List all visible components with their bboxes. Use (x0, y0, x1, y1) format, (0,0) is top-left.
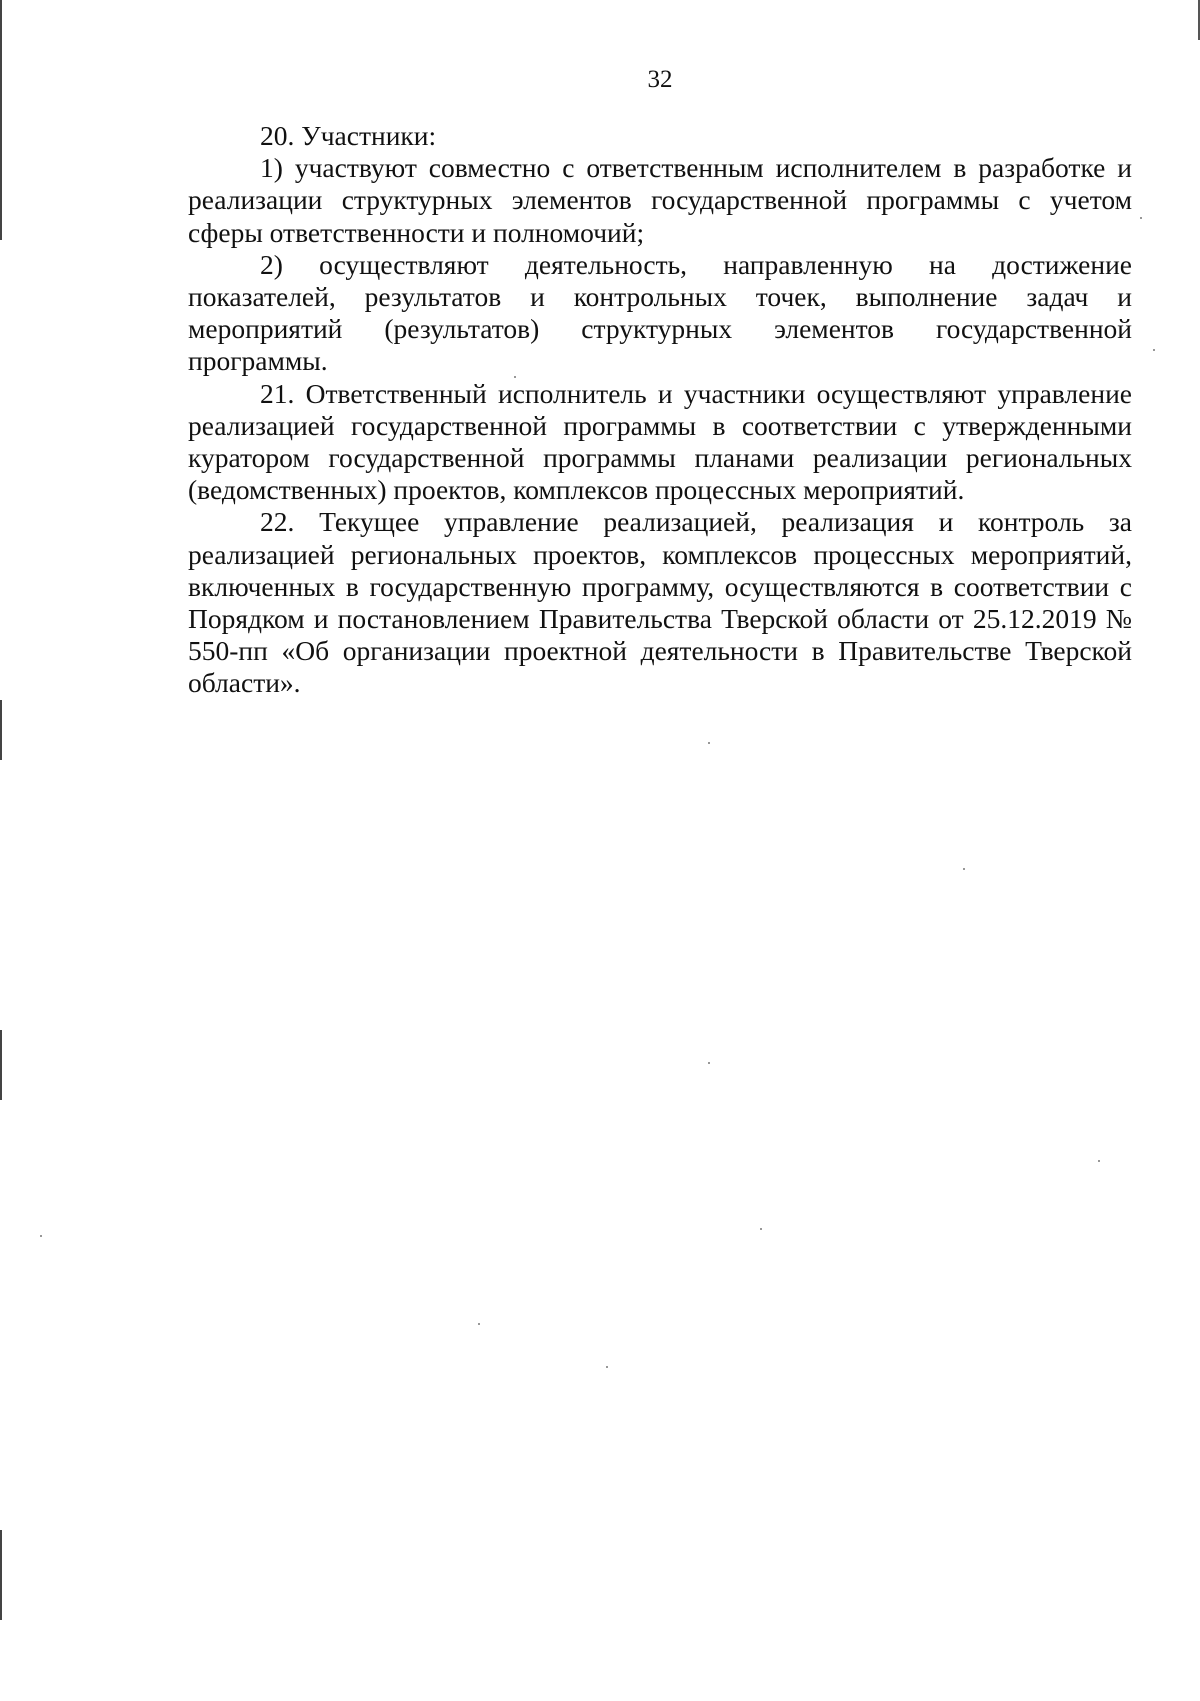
document-body (188, 120, 1132, 700)
scan-speck (606, 1366, 608, 1368)
scan-edge-mark (0, 700, 2, 760)
paragraph-20-item-2: 2) осуществляют деятельность, направленную на достижение показателей, результатов и контрольных точек, выполнение задач и мероприятий (результатов) структурных элементов государственной программы. (188, 248, 1132, 377)
scan-speck (1153, 349, 1155, 351)
scan-speck (963, 868, 965, 870)
scan-speck (478, 1323, 480, 1325)
scan-speck (1098, 1160, 1100, 1162)
paragraph-20-item-1: 1) участвуют совместно с ответственным исполнителем в разработке и реализации структурных элементов государственной программы с учетом сферы ответственности и полномочий; (188, 152, 1132, 248)
scan-edge-mark (0, 1530, 2, 1620)
scan-speck (708, 1062, 710, 1064)
scan-speck (760, 1228, 762, 1230)
scan-speck (1140, 217, 1142, 219)
page-number: 32 (647, 66, 673, 93)
paragraph-21: 21. Ответственный исполнитель и участники осуществляют управление реализацией государственной программы в соответствии с утвержденными куратором государственной программы планами реализации региональных (ведомственных) проектов, комплексов процессных мероприятий. (188, 377, 1132, 506)
scan-edge-mark (0, 0, 2, 240)
scan-edge-mark (0, 1030, 2, 1100)
scan-speck (708, 742, 710, 744)
scan-speck (514, 376, 516, 378)
paragraph-22: 22. Текущее управление реализацией, реализация и контроль за реализацией региональных проектов, комплексов процессных мероприятий, включенных в государственную программу, осуществляются в соответствии с Порядком и постановлением Правительства Тверской области от 25.12.2019 № 550-пп «Об организации проектной деятельности в Правительстве Тверской области». (188, 506, 1132, 699)
scan-speck (40, 1235, 42, 1237)
paragraph-20-heading: 20. Участники: (260, 120, 437, 151)
